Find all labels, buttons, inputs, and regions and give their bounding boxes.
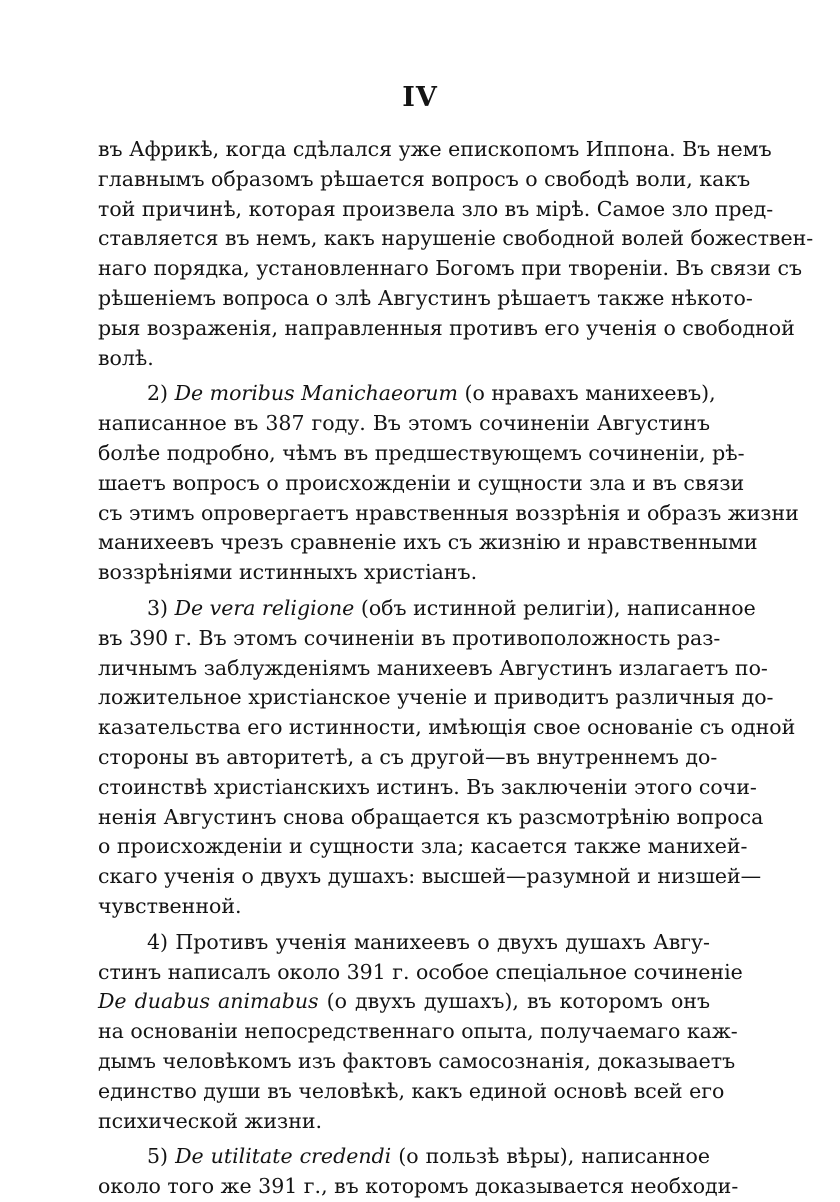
text-line: наго порядка, установленнаго Богомъ при твореніи. Въ связи съ: [98, 256, 803, 281]
text-line: скаго ученія о двухъ душахъ: высшей—разумной и низшей—: [98, 864, 762, 889]
paragraph-4: [98, 928, 743, 1137]
paragraph-1: [98, 135, 814, 373]
latin-title: De moribus Manichaeorum: [174, 381, 458, 406]
page-number: IV: [402, 82, 438, 113]
text-segment: 2): [147, 381, 175, 406]
text-line: ставляется въ немъ, какъ нарушеніе свободной волей божествен-: [98, 226, 814, 251]
text-line: рыя возраженія, направленныя противъ его ученія о свободной: [98, 315, 795, 340]
text-segment: (объ истинной религіи), написанное: [354, 595, 756, 620]
text-line: съ этимъ опровергаетъ нравственныя воззрѣнія и образъ жизни: [98, 500, 799, 525]
text-line: рѣшеніемъ вопроса о злѣ Августинъ рѣшаетъ также нѣкото-: [98, 285, 753, 310]
text-segment: 5): [147, 1144, 176, 1169]
paragraph-3: [98, 594, 796, 922]
text-line: ложительное христіанское ученіе и приводитъ различныя до-: [98, 685, 774, 710]
latin-title: De utilitate credendi: [175, 1144, 392, 1169]
text-line: стинъ написалъ около 391 г. особое спеціальное сочиненіе: [98, 959, 743, 984]
text-line: ненія Августинъ снова обращается къ разсмотрѣнію вопроса: [98, 804, 764, 829]
text-line: психической жизни.: [98, 1108, 323, 1133]
paragraph-5: [98, 1142, 739, 1202]
latin-title: De vera religione: [174, 595, 355, 620]
text-line: болѣе подробно, чѣмъ въ предшествующемъ сочиненіи, рѣ-: [98, 440, 745, 465]
text-line: на основаніи непосредственнаго опыта, получаемаго каж-: [98, 1019, 738, 1044]
text-line: главнымъ образомъ рѣшается вопросъ о свободѣ воли, какъ: [98, 166, 751, 191]
text-line: о происхожденіи и сущности зла; касается также манихей-: [98, 834, 748, 859]
text-line: шаетъ вопросъ о происхожденіи и сущности зла и въ связи: [98, 470, 745, 495]
text-line: чувственной.: [98, 893, 242, 918]
text-line: стороны въ авторитетѣ, а съ другой—въ внутреннемъ до-: [98, 744, 718, 769]
text-segment: (о двухъ душахъ), въ которомъ онъ: [318, 989, 710, 1014]
text-line: той причинѣ, которая произвела зло въ мірѣ. Самое зло пред-: [98, 196, 774, 221]
paragraph-2: [98, 379, 799, 588]
text-segment: (о нравахъ манихеевъ),: [457, 381, 716, 406]
text-line: личнымъ заблужденіямъ манихеевъ Августинъ излагаетъ по-: [98, 655, 768, 680]
text-line: казательства его истинности, имѣющія свое основаніе съ одной: [98, 715, 796, 740]
text-line: написанное въ 387 году. Въ этомъ сочиненіи Августинъ: [98, 411, 710, 436]
text-line: дымъ человѣкомъ изъ фактовъ самосознанія, доказываетъ: [98, 1048, 736, 1073]
text-line: въ Африкѣ, когда сдѣлался уже епископомъ Иппона. Въ немъ: [98, 137, 772, 161]
text-line: 4) Противъ ученія манихеевъ о двухъ душахъ Авгу-: [147, 929, 710, 954]
text-line: около того же 391 г., въ которомъ доказывается необходи-: [98, 1174, 739, 1199]
text-line: [98, 1142, 710, 1172]
text-segment: (о пользѣ вѣры), написанное: [391, 1144, 710, 1169]
text-line: стоинствѣ христіанскихъ истинъ. Въ заключеніи этого сочи-: [98, 774, 757, 799]
text-line: [98, 987, 710, 1017]
text-line: единство души въ человѣкѣ, какъ единой основѣ всей его: [98, 1078, 725, 1103]
text-line: въ 390 г. Въ этомъ сочиненіи въ противоположность раз-: [98, 625, 721, 650]
text-line: [98, 379, 716, 409]
text-line: воззрѣніями истинныхъ христіанъ.: [98, 560, 478, 585]
text-line: манихеевъ чрезъ сравненіе ихъ съ жизнію и нравственными: [98, 530, 758, 555]
text-line: [98, 594, 756, 624]
text-line: волѣ.: [98, 345, 154, 370]
latin-title: De duabus animabus: [98, 989, 319, 1014]
text-segment: 3): [147, 595, 175, 620]
body-text: [98, 135, 814, 1202]
